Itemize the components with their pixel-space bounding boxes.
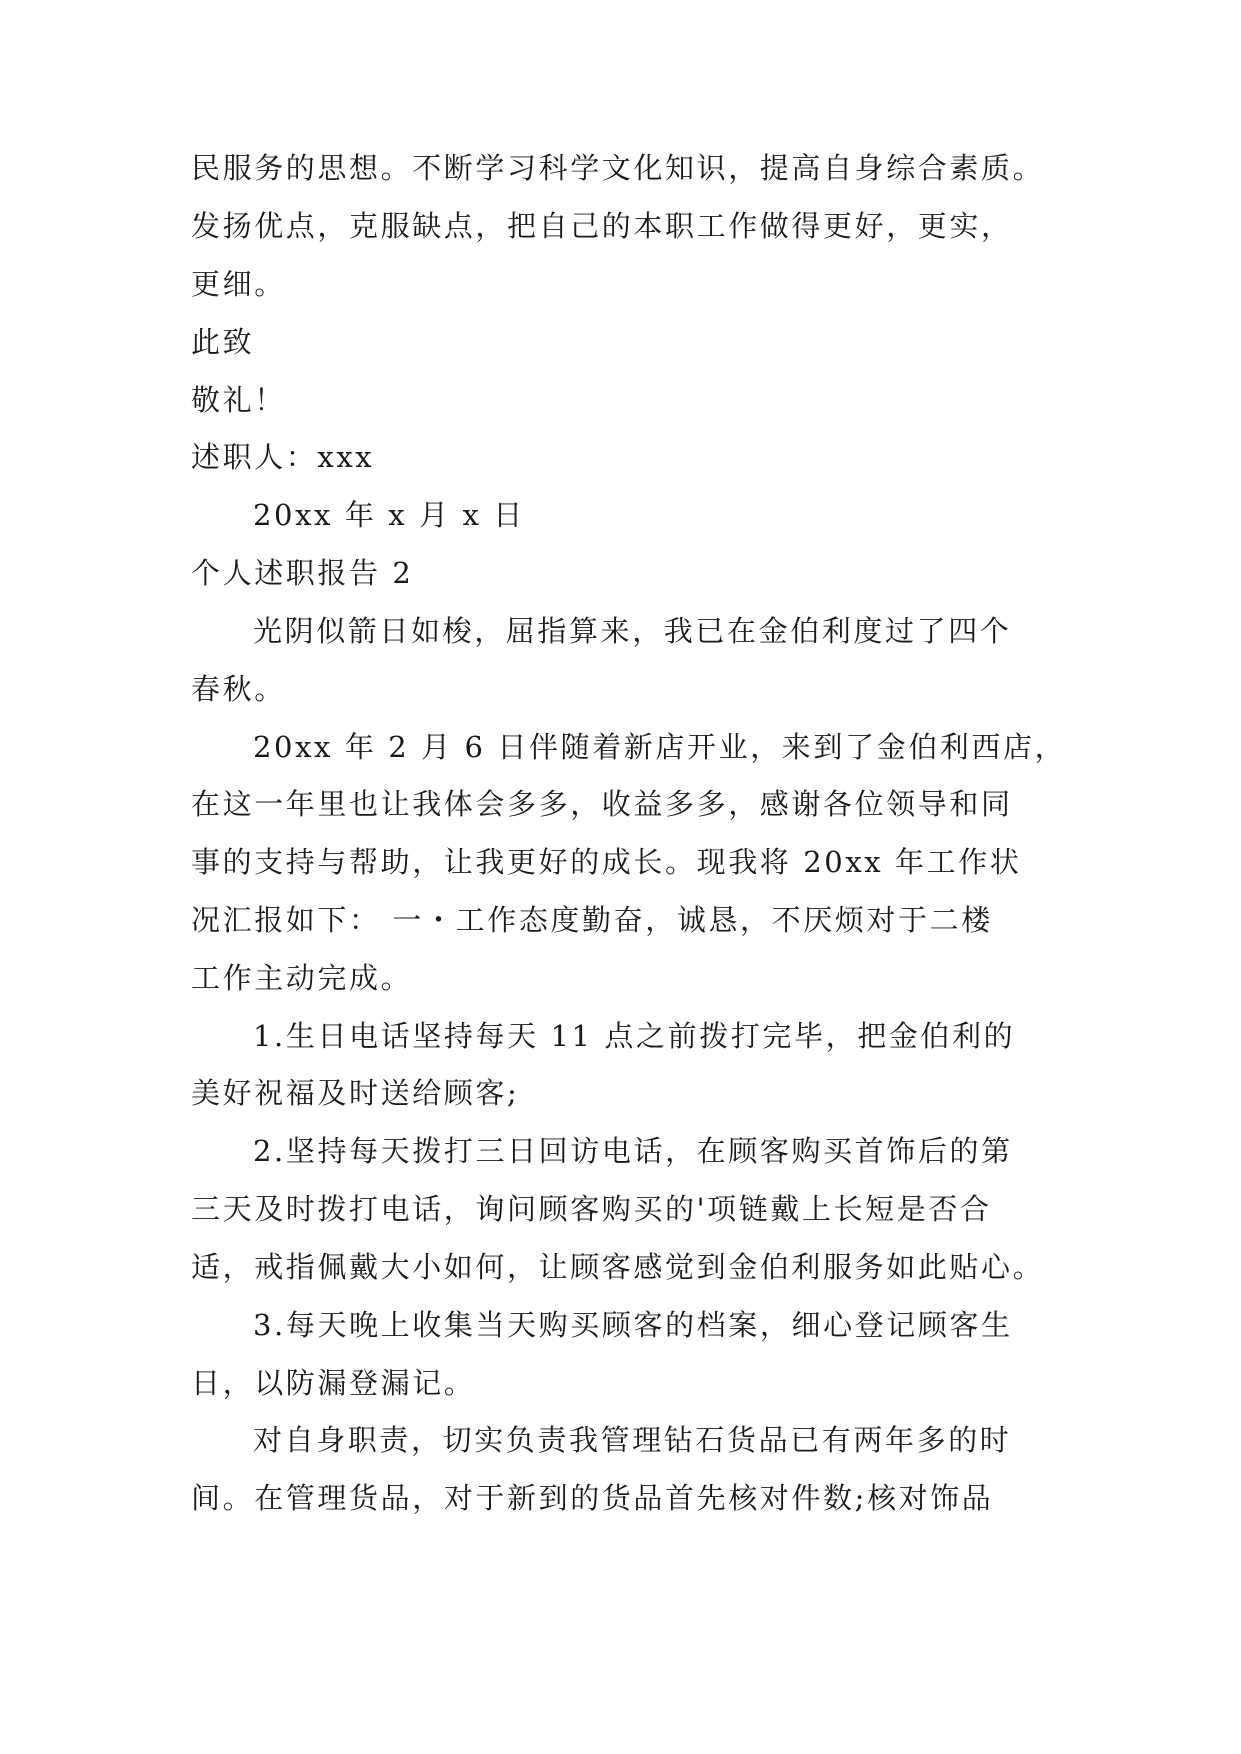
section-title: 个人述职报告 2 (191, 556, 414, 590)
closing-salutation: 此致 (191, 325, 255, 359)
list-item-line: 三天及时拨打电话，询问顾客购买的'项链戴上长短是否合 (191, 1192, 992, 1226)
list-item-line: 3.每天晚上收集当天购买顾客的档案，细心登记顾客生 (253, 1308, 1013, 1342)
paragraph-line: 春秋。 (191, 672, 286, 706)
list-item-line: 适，戒指佩戴大小如何，让顾客感觉到金伯利服务如此贴心。 (191, 1250, 1045, 1284)
closing-regards: 敬礼！ (191, 383, 286, 417)
text-line: 更细。 (191, 267, 286, 301)
signature-line: 述职人：xxx (191, 440, 375, 474)
paragraph-line: 在这一年里也让我体会多多，收益多多，感谢各位领导和同 (191, 787, 1013, 821)
paragraph-line: 况汇报如下： 一・工作态度勤奋，诚恳，不厌烦对于二楼 (191, 903, 993, 937)
paragraph-line: 间。在管理货品，对于新到的货品首先核对件数;核对饰品 (191, 1481, 994, 1515)
paragraph-line: 工作主动完成。 (191, 961, 413, 995)
date-line: 20xx 年 x 月 x 日 (253, 498, 525, 532)
list-item-line: 日，以防漏登漏记。 (191, 1366, 476, 1400)
list-item-line: 1.生日电话坚持每天 11 点之前拨打完毕，把金伯利的 (253, 1019, 1016, 1053)
text-line: 发扬优点，克服缺点，把自己的本职工作做得更好，更实， (191, 209, 1013, 243)
paragraph-line: 光阴似箭日如梭，屈指算来，我已在金伯利度过了四个 (253, 614, 1012, 648)
list-item-line: 美好祝福及时送给顾客; (191, 1076, 520, 1110)
paragraph-line: 对自身职责，切实负责我管理钻石货品已有两年多的时 (253, 1423, 1012, 1457)
paragraph-line: 20xx 年 2 月 6 日伴随着新店开业，来到了金伯利西店， (253, 730, 1067, 764)
text-line: 民服务的思想。不断学习科学文化知识，提高自身综合素质。 (191, 151, 1045, 185)
list-item-line: 2.坚持每天拨打三日回访电话，在顾客购买首饰后的第 (253, 1134, 1013, 1168)
paragraph-line: 事的支持与帮助，让我更好的成长。现我将 20xx 年工作状 (191, 845, 1022, 879)
